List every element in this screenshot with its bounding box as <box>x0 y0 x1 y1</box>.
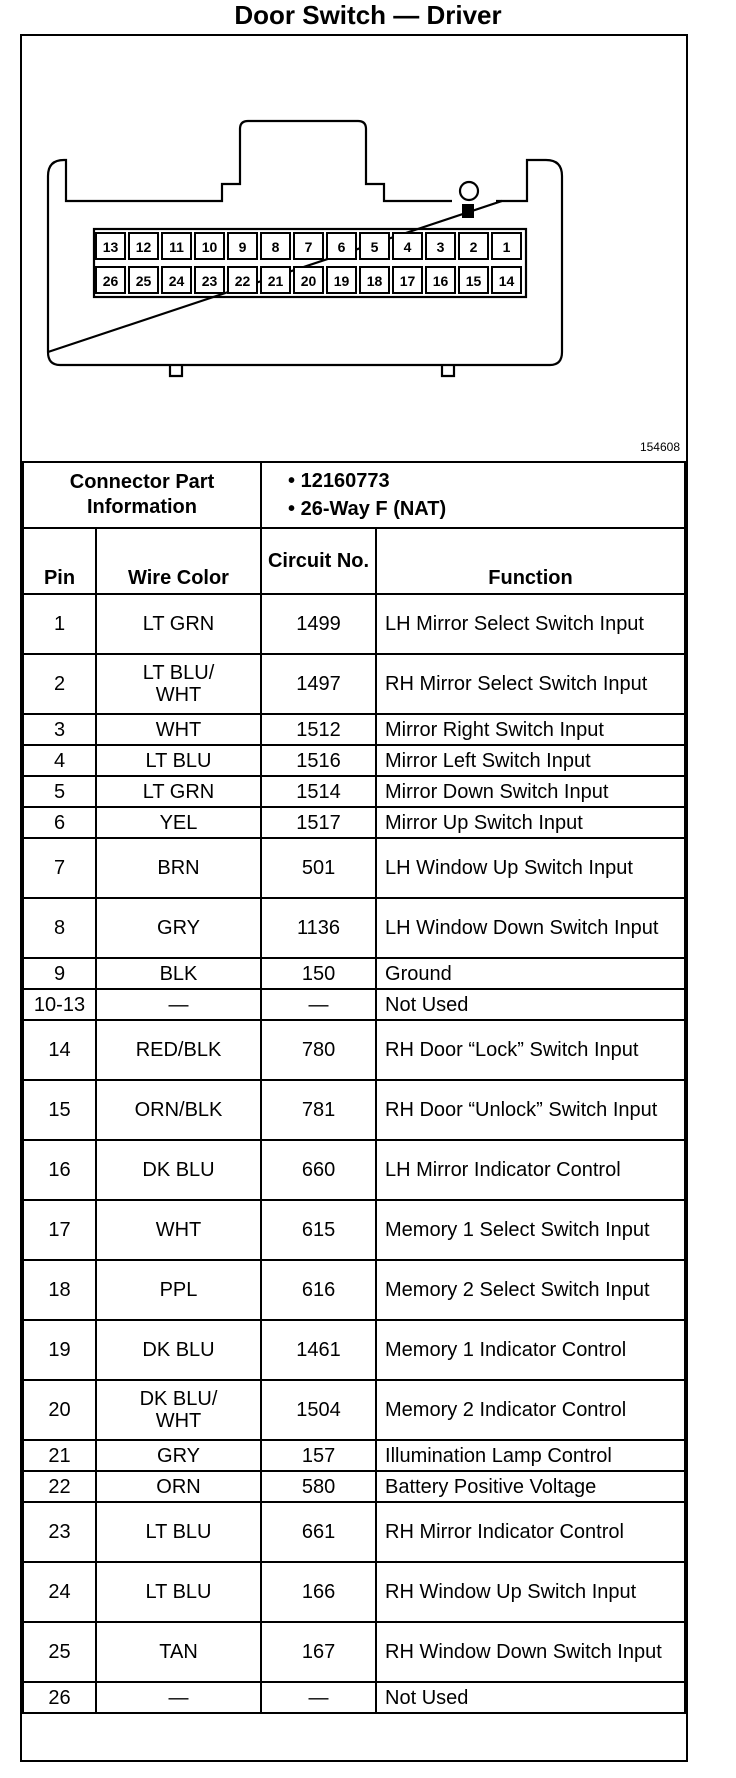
pin-number-label: 8 <box>271 239 280 255</box>
pin-cell: 25 <box>23 1622 96 1682</box>
pin-number-label: 18 <box>366 273 383 289</box>
table-row <box>23 1380 685 1440</box>
pin-number-label: 3 <box>436 239 445 255</box>
circuit-cell: 1461 <box>261 1320 376 1380</box>
wire-color-cell: BLK <box>96 958 261 989</box>
pin-cell: 9 <box>23 958 96 989</box>
table-row <box>23 1562 685 1622</box>
wire-color-cell: YEL <box>96 807 261 838</box>
pin-cell: 10-13 <box>23 989 96 1020</box>
connector-type: • 26-Way F (NAT) <box>288 498 447 520</box>
header-circuit: Circuit No. <box>261 528 376 594</box>
table-row <box>23 1020 685 1080</box>
circuit-cell: 780 <box>261 1020 376 1080</box>
header-function: Function <box>376 528 685 594</box>
table-row <box>23 654 685 714</box>
pin-cell: 21 <box>23 1440 96 1471</box>
function-cell: RH Window Down Switch Input <box>376 1622 685 1682</box>
circuit-cell: 1516 <box>261 745 376 776</box>
circuit-cell: 660 <box>261 1140 376 1200</box>
pin-cell: 5 <box>23 776 96 807</box>
pin-number-label: 15 <box>465 273 482 289</box>
function-cell: Battery Positive Voltage <box>376 1471 685 1502</box>
header-pin: Pin <box>23 528 96 594</box>
circuit-cell: 1504 <box>261 1380 376 1440</box>
figure-number: 154608 <box>639 440 680 454</box>
pin-cell: 2 <box>23 654 96 714</box>
table-row <box>23 1200 685 1260</box>
wire-color-cell: GRY <box>96 898 261 958</box>
pin-cell: 3 <box>23 714 96 745</box>
table-row <box>23 1471 685 1502</box>
pin-number-label: 23 <box>201 273 218 289</box>
wire-color-cell: LT BLU/ WHT <box>96 654 261 714</box>
pin-number-label: 21 <box>267 273 284 289</box>
pinout-table <box>22 461 686 1714</box>
wire-color-cell: DK BLU/ WHT <box>96 1380 261 1440</box>
pin-number-label: 16 <box>432 273 449 289</box>
wire-color-cell: RED/BLK <box>96 1020 261 1080</box>
table-row <box>23 1140 685 1200</box>
pin-number-label: 10 <box>201 239 218 255</box>
pin-cell: 16 <box>23 1140 96 1200</box>
pin-number-label: 14 <box>498 273 515 289</box>
wire-color-cell: LT BLU <box>96 745 261 776</box>
function-cell: Mirror Down Switch Input <box>376 776 685 807</box>
circuit-cell: 501 <box>261 838 376 898</box>
circuit-cell: 1514 <box>261 776 376 807</box>
pin-cell: 8 <box>23 898 96 958</box>
wire-color-cell: BRN <box>96 838 261 898</box>
connector-part-number: • 12160773 <box>288 470 390 492</box>
function-cell: RH Mirror Select Switch Input <box>376 654 685 714</box>
pin-number-label: 5 <box>370 239 379 255</box>
wire-color-cell: WHT <box>96 714 261 745</box>
pin-number-label: 26 <box>102 273 119 289</box>
pin-number-label: 9 <box>238 239 247 255</box>
table-row <box>23 1440 685 1471</box>
wire-color-cell: DK BLU <box>96 1320 261 1380</box>
table-row <box>23 1320 685 1380</box>
connector-sheet <box>20 34 688 1762</box>
function-cell: RH Window Up Switch Input <box>376 1562 685 1622</box>
function-cell: RH Mirror Indicator Control <box>376 1502 685 1562</box>
connector-info-label: Connector Part Information <box>23 462 261 528</box>
table-row <box>23 838 685 898</box>
pin-number-label: 20 <box>300 273 317 289</box>
pin-cell: 24 <box>23 1562 96 1622</box>
pin-number-label: 24 <box>168 273 185 289</box>
function-cell: Memory 2 Indicator Control <box>376 1380 685 1440</box>
table-row <box>23 989 685 1020</box>
table-row <box>23 776 685 807</box>
wire-color-cell: GRY <box>96 1440 261 1471</box>
circuit-cell: — <box>261 989 376 1020</box>
pin-number-label: 6 <box>337 239 346 255</box>
function-cell: Mirror Left Switch Input <box>376 745 685 776</box>
function-cell: Memory 1 Select Switch Input <box>376 1200 685 1260</box>
circuit-cell: 616 <box>261 1260 376 1320</box>
page-title: Door Switch — Driver <box>234 0 502 30</box>
wire-color-cell: DK BLU <box>96 1140 261 1200</box>
connector-info-row <box>23 462 685 528</box>
table-row <box>23 714 685 745</box>
pin-number-label: 25 <box>135 273 152 289</box>
table-header-row <box>23 528 685 594</box>
wire-color-cell: PPL <box>96 1260 261 1320</box>
circuit-cell: 167 <box>261 1622 376 1682</box>
pin-cell: 6 <box>23 807 96 838</box>
function-cell: LH Window Up Switch Input <box>376 838 685 898</box>
pin-number-label: 7 <box>304 239 313 255</box>
circuit-cell: 1497 <box>261 654 376 714</box>
circuit-cell: 615 <box>261 1200 376 1260</box>
circuit-cell: 1517 <box>261 807 376 838</box>
table-row <box>23 898 685 958</box>
wire-color-cell: TAN <box>96 1622 261 1682</box>
circuit-cell: 580 <box>261 1471 376 1502</box>
pin-cell: 1 <box>23 594 96 654</box>
pin-number-label: 1 <box>502 239 511 255</box>
pin-cell: 19 <box>23 1320 96 1380</box>
table-row <box>23 958 685 989</box>
pin-number-label: 22 <box>234 273 251 289</box>
circuit-cell: 1499 <box>261 594 376 654</box>
table-row <box>23 1502 685 1562</box>
wire-color-cell: WHT <box>96 1200 261 1260</box>
function-cell: Ground <box>376 958 685 989</box>
circuit-cell: 1512 <box>261 714 376 745</box>
wire-color-cell: — <box>96 1682 261 1713</box>
function-cell: Mirror Up Switch Input <box>376 807 685 838</box>
pin-number-label: 11 <box>169 239 184 255</box>
pin-number-label: 19 <box>333 273 350 289</box>
circuit-cell: 166 <box>261 1562 376 1622</box>
pin-cell: 7 <box>23 838 96 898</box>
function-cell: Mirror Right Switch Input <box>376 714 685 745</box>
wire-color-cell: — <box>96 989 261 1020</box>
function-cell: Not Used <box>376 989 685 1020</box>
circuit-cell: — <box>261 1682 376 1713</box>
circuit-cell: 661 <box>261 1502 376 1562</box>
pin-cell: 4 <box>23 745 96 776</box>
circuit-cell: 150 <box>261 958 376 989</box>
pin-cell: 14 <box>23 1020 96 1080</box>
function-cell: RH Door “Lock” Switch Input <box>376 1020 685 1080</box>
circuit-cell: 1136 <box>261 898 376 958</box>
table-row <box>23 807 685 838</box>
wire-color-cell: LT BLU <box>96 1562 261 1622</box>
function-cell: Not Used <box>376 1682 685 1713</box>
function-cell: LH Window Down Switch Input <box>376 898 685 958</box>
pin-cell: 15 <box>23 1080 96 1140</box>
function-cell: Memory 2 Select Switch Input <box>376 1260 685 1320</box>
function-cell: Illumination Lamp Control <box>376 1440 685 1471</box>
pin-cell: 18 <box>23 1260 96 1320</box>
pin-number-label: 13 <box>102 239 119 255</box>
function-cell: RH Door “Unlock” Switch Input <box>376 1080 685 1140</box>
table-row <box>23 745 685 776</box>
pin-number-label: 17 <box>399 273 416 289</box>
connector-diagram <box>22 36 686 461</box>
pin-cell: 26 <box>23 1682 96 1713</box>
function-cell: LH Mirror Select Switch Input <box>376 594 685 654</box>
wire-color-cell: LT GRN <box>96 776 261 807</box>
pin-cell: 23 <box>23 1502 96 1562</box>
pin-cell: 20 <box>23 1380 96 1440</box>
table-row <box>23 594 685 654</box>
table-row <box>23 1080 685 1140</box>
function-cell: Memory 1 Indicator Control <box>376 1320 685 1380</box>
wire-color-cell: ORN <box>96 1471 261 1502</box>
wire-color-cell: LT BLU <box>96 1502 261 1562</box>
pin-number-label: 2 <box>469 239 478 255</box>
pin-cell: 22 <box>23 1471 96 1502</box>
connector-outline <box>22 36 686 461</box>
table-row <box>23 1682 685 1713</box>
wire-color-cell: ORN/BLK <box>96 1080 261 1140</box>
pin-cell: 17 <box>23 1200 96 1260</box>
header-wire-color: Wire Color <box>96 528 261 594</box>
wire-color-cell: LT GRN <box>96 594 261 654</box>
function-cell: LH Mirror Indicator Control <box>376 1140 685 1200</box>
circuit-cell: 157 <box>261 1440 376 1471</box>
table-row <box>23 1260 685 1320</box>
circuit-cell: 781 <box>261 1080 376 1140</box>
connector-info-list <box>261 462 685 528</box>
pin-number-label: 12 <box>135 239 152 255</box>
pin-number-label: 4 <box>403 239 412 255</box>
table-row <box>23 1622 685 1682</box>
